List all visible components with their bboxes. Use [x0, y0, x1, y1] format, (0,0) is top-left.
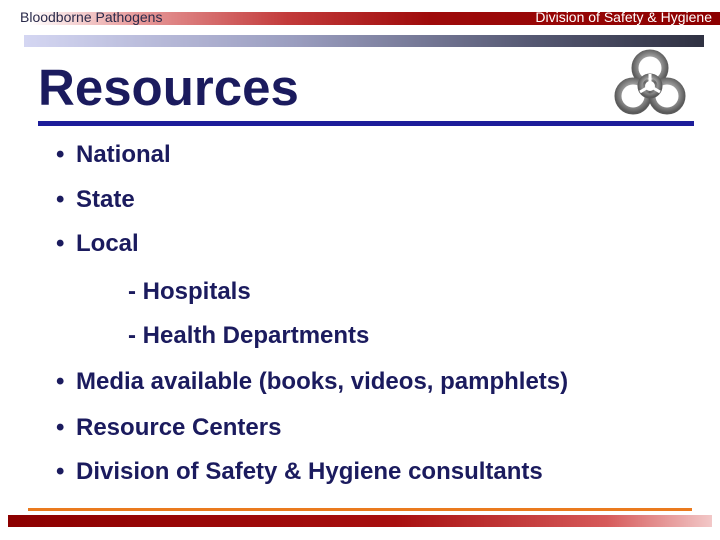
bullet-text: Local	[76, 230, 139, 257]
bullet-dot: •	[56, 186, 65, 213]
bullet-text: National	[76, 141, 171, 168]
bullet-dot: •	[56, 141, 65, 168]
bullet-item-media	[56, 370, 568, 394]
bullet-dot: •	[56, 368, 65, 395]
bullet-dot: •	[56, 230, 65, 257]
bullet-item-resource-centers	[56, 416, 281, 440]
bullet-dot: •	[56, 458, 65, 485]
bullet-text: Media available (books, videos, pamphlets)	[76, 368, 569, 395]
footer-band	[8, 515, 712, 527]
footer-line	[28, 508, 692, 511]
slide-title: Resources	[38, 59, 299, 116]
sub-bullet-health-departments: - Health Departments	[128, 322, 370, 349]
bullet-text: Division of Safety & Hygiene consultants	[76, 458, 543, 485]
bullet-item-consultants	[56, 460, 543, 484]
bullet-item-state	[56, 188, 135, 212]
bullet-dot: •	[56, 414, 65, 441]
sub-bullet-hospitals: - Hospitals	[128, 278, 251, 305]
header-right-text: Division of Safety & Hygiene	[535, 9, 712, 25]
bullet-item-local	[56, 232, 139, 256]
bullet-text: Resource Centers	[76, 414, 282, 441]
header-left-text: Bloodborne Pathogens	[20, 9, 163, 25]
bullet-item-national	[56, 143, 171, 167]
bullet-text: State	[76, 186, 135, 213]
